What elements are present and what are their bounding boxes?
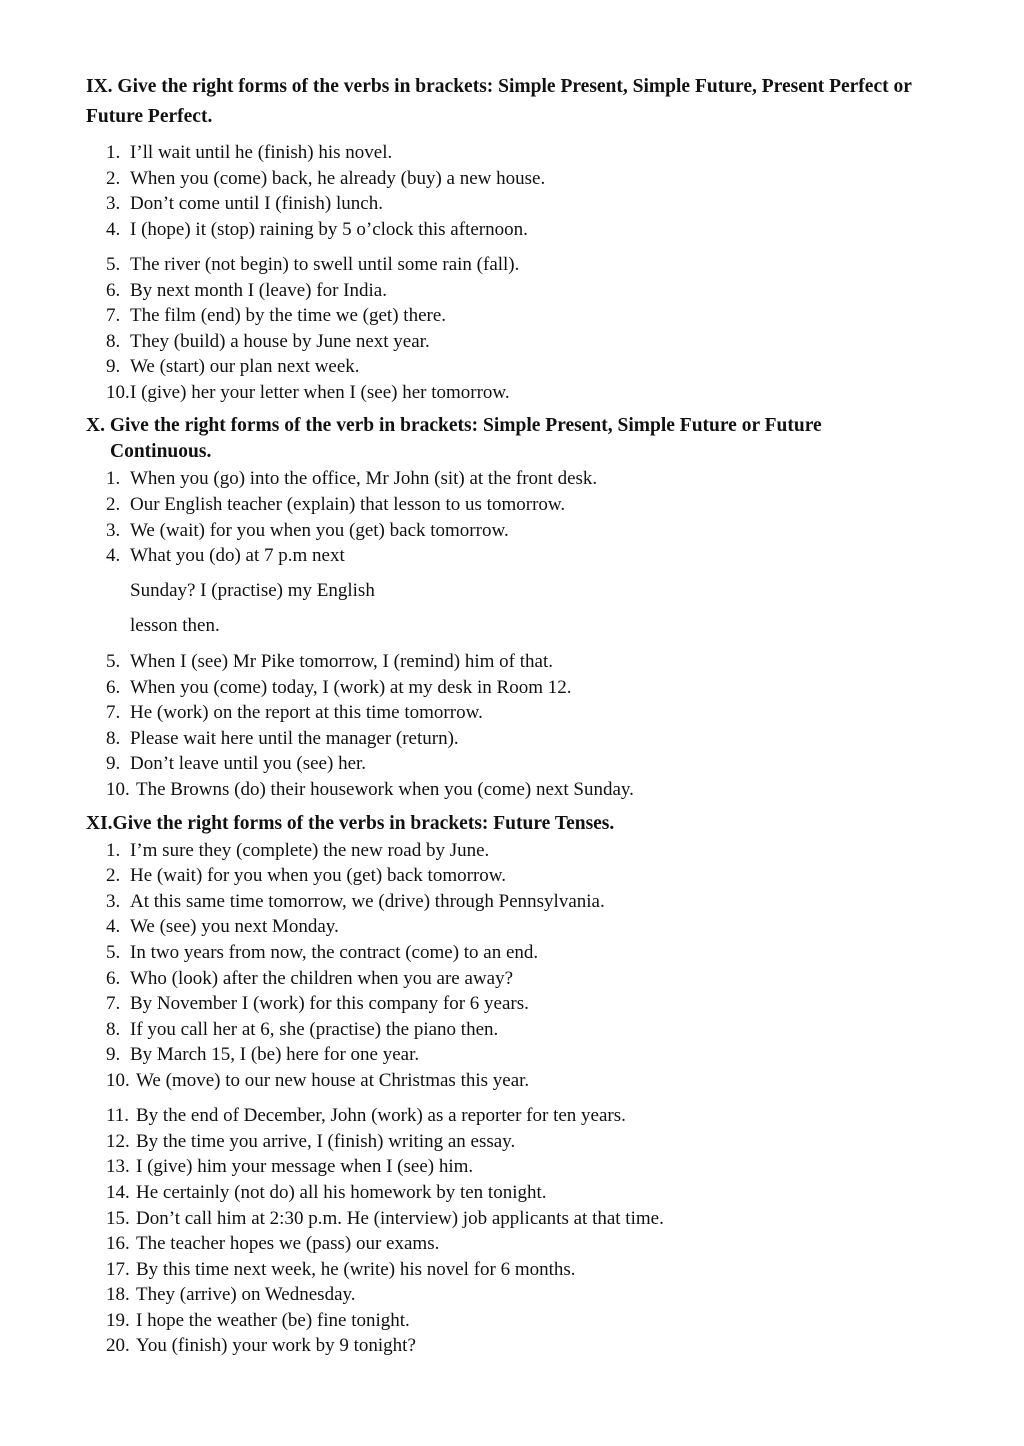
exercise-item: 17. By this time next week, he (write) his novel for 6 months.: [106, 1259, 576, 1280]
exercise-item: 1. I’ll wait until he (finish) his novel.: [106, 142, 393, 163]
exercise-item: 1. When you (go) into the office, Mr John (sit) at the front desk.: [106, 468, 598, 489]
exercise-item: 4. We (see) you next Monday.: [106, 916, 339, 937]
section-xi-heading: [86, 811, 946, 837]
exercise-item: 3. We (wait) for you when you (get) back tomorrow.: [106, 520, 509, 541]
exercise-item: 2. He (wait) for you when you (get) back tomorrow.: [106, 865, 507, 886]
exercise-item: 4. I (hope) it (stop) raining by 5 o’clock this afternoon.: [106, 219, 528, 240]
section-title: Give the right forms of the verbs in brackets: Simple Present, Simple Future, Present Perfect or Future Perfect.: [86, 76, 912, 127]
exercise-item: 5. The river (not begin) to swell until some rain (fall).: [106, 254, 520, 275]
exercise-item: 20. You (finish) your work by 9 tonight?: [106, 1335, 416, 1356]
exercise-item: 4. What you (do) at 7 p.m next: [106, 545, 345, 566]
section-title-line1: Give the right forms of the verb in brackets: Simple Present, Simple Future or Future: [109, 415, 822, 436]
exercise-item: 15. Don’t call him at 2:30 p.m. He (interview) job applicants at that time.: [106, 1208, 664, 1229]
exercise-item: 16. The teacher hopes we (pass) our exams.: [106, 1233, 440, 1254]
exercise-item: 7. He (work) on the report at this time tomorrow.: [106, 702, 483, 723]
exercise-item: 11. By the end of December, John (work) as a reporter for ten years.: [106, 1105, 626, 1126]
exercise-item: 5. When I (see) Mr Pike tomorrow, I (remind) him of that.: [106, 651, 553, 672]
exercise-item: 2. Our English teacher (explain) that lesson to us tomorrow.: [106, 494, 566, 515]
exercise-item: 1. I’m sure they (complete) the new road by June.: [106, 840, 490, 861]
exercise-item: 7. The film (end) by the time we (get) there.: [106, 305, 447, 326]
exercise-item: 6. By next month I (leave) for India.: [106, 280, 387, 301]
exercise-item: 8. If you call her at 6, she (practise) the piano then.: [106, 1019, 499, 1040]
section-title-line2: Continuous.: [110, 441, 212, 462]
exercise-item: 8. Please wait here until the manager (return).: [106, 728, 459, 749]
section-number: IX.: [86, 76, 113, 97]
exercise-item: 6. When you (come) today, I (work) at my desk in Room 12.: [106, 677, 572, 698]
exercise-item: 9. By March 15, I (be) here for one year.: [106, 1044, 420, 1065]
exercise-item: 9. Don’t leave until you (see) her.: [106, 753, 367, 774]
section-number: X.: [86, 415, 105, 436]
exercise-item: 10.I (give) her your letter when I (see) her tomorrow.: [106, 382, 510, 403]
exercise-item: 9. We (start) our plan next week.: [106, 356, 360, 377]
exercise-item: 10. The Browns (do) their housework when you (come) next Sunday.: [106, 779, 634, 800]
exercise-item: 13. I (give) him your message when I (see) him.: [106, 1156, 474, 1177]
section-x-heading-cont: [110, 439, 970, 465]
exercise-item: 5. In two years from now, the contract (come) to an end.: [106, 942, 539, 963]
exercise-item: 8. They (build) a house by June next year.: [106, 331, 430, 352]
exercise-item: 3. At this same time tomorrow, we (drive) through Pennsylvania.: [106, 891, 605, 912]
exercise-item-continuation: lesson then.: [130, 615, 220, 636]
exercise-item: 14. He certainly (not do) all his homework by ten tonight.: [106, 1182, 547, 1203]
exercise-item: 2. When you (come) back, he already (buy) a new house.: [106, 168, 546, 189]
exercise-item: 6. Who (look) after the children when you are away?: [106, 968, 513, 989]
exercise-item-continuation: Sunday? I (practise) my English: [130, 580, 375, 601]
exercise-item: 18. They (arrive) on Wednesday.: [106, 1284, 356, 1305]
exercise-item: 7. By November I (work) for this company for 6 years.: [106, 993, 529, 1014]
section-number: XI.: [86, 813, 113, 834]
exercise-item: 12. By the time you arrive, I (finish) writing an essay.: [106, 1131, 516, 1152]
exercise-item: 19. I hope the weather (be) fine tonight.: [106, 1310, 410, 1331]
exercise-item: 3. Don’t come until I (finish) lunch.: [106, 193, 383, 214]
section-ix-heading: [86, 72, 946, 132]
exercise-item: 10. We (move) to our new house at Christmas this year.: [106, 1070, 530, 1091]
section-x-heading: [86, 413, 946, 439]
section-title: Give the right forms of the verbs in brackets: Future Tenses.: [112, 813, 615, 834]
